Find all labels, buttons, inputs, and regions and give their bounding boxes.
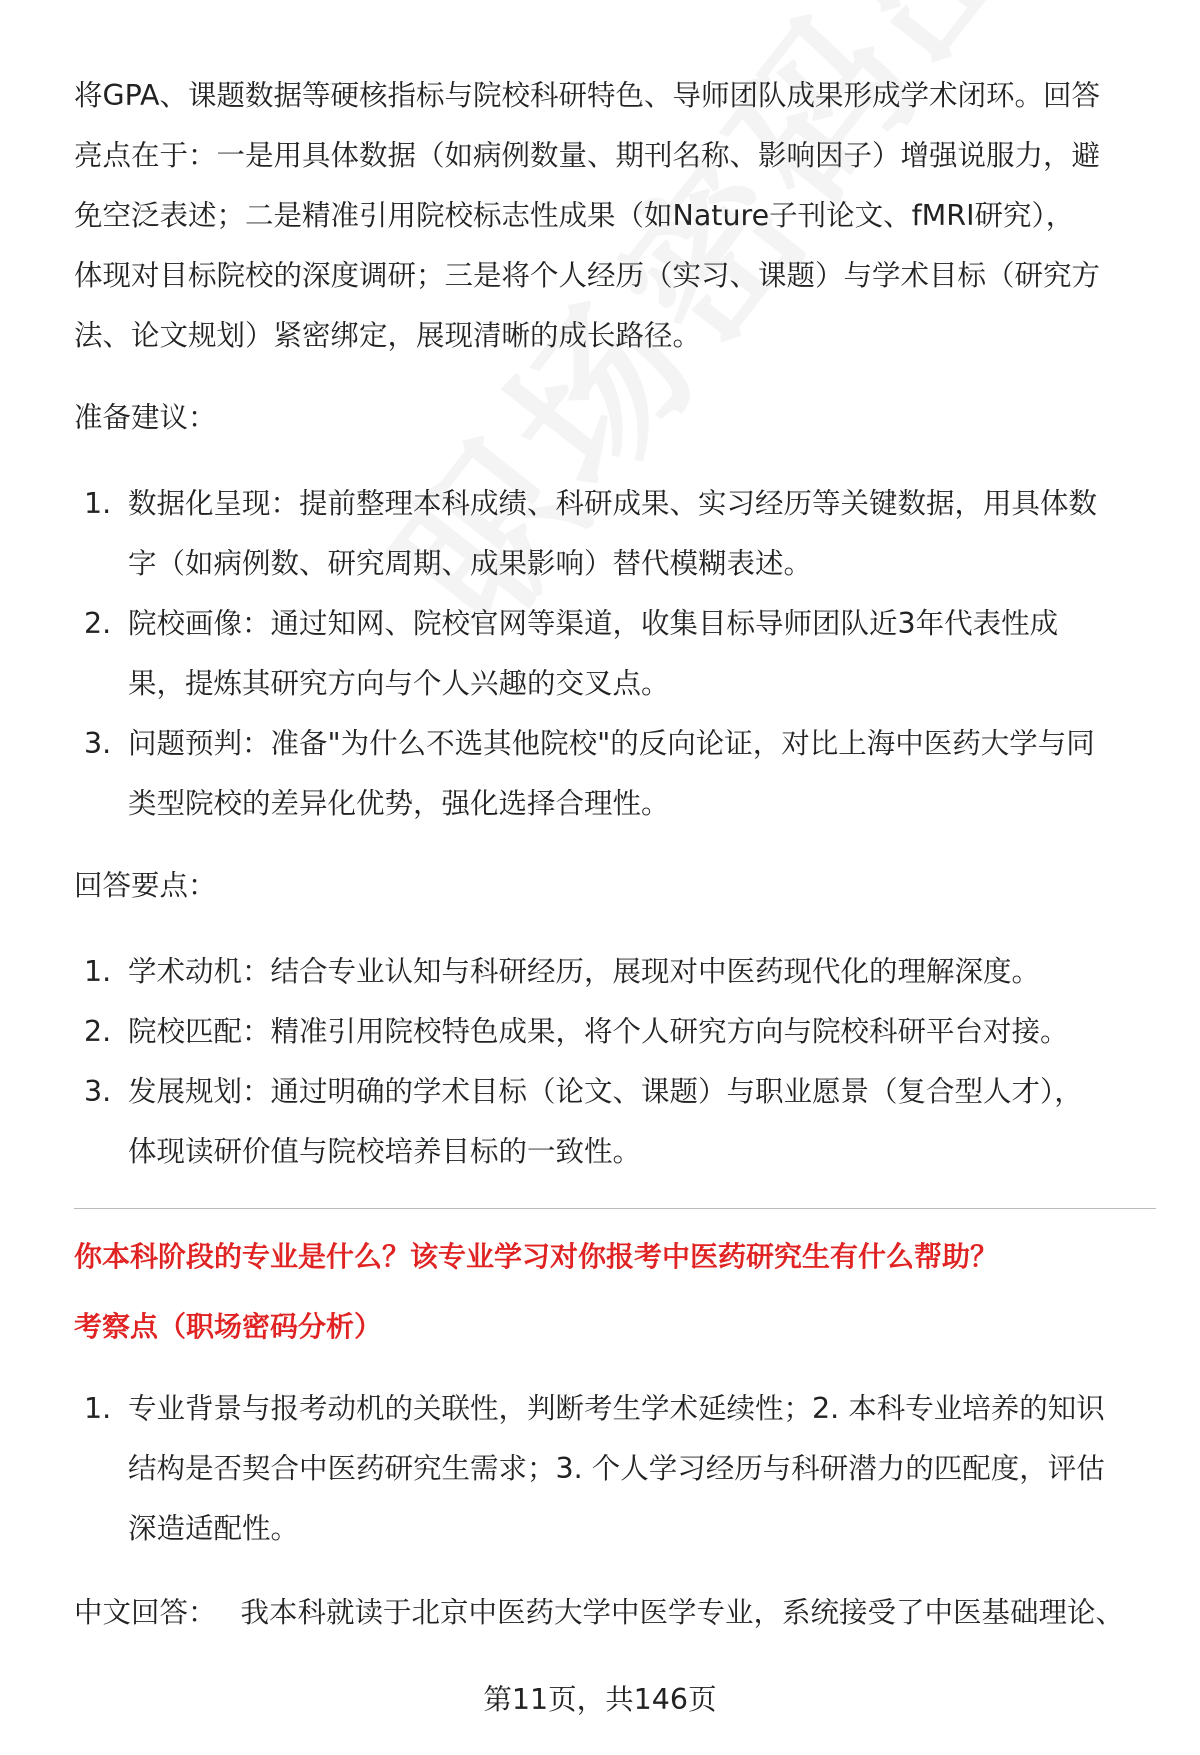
intro-line: 体现对目标院校的深度调研；三是将个人经历（实习、课题）与学术目标（研究方 — [74, 259, 1101, 292]
answer-label: 中文回答： — [74, 1596, 217, 1629]
item-number: 3. — [84, 1075, 112, 1108]
prep-list — [74, 474, 1156, 834]
intro-line: 亮点在于：一是用具体数据（如病例数量、期刊名称、影响因子）增强说服力，避 — [74, 139, 1101, 172]
answer-paragraph — [74, 1583, 1156, 1643]
item-line: 深造适配性。 — [128, 1512, 300, 1545]
answer-text: 我本科就读于北京中医药大学中医学专业，系统接受了中医基础理论、 — [240, 1596, 1125, 1629]
points-heading: 回答要点： — [74, 869, 217, 902]
points-list — [74, 942, 1156, 1182]
item-line: 数据化呈现：提前整理本科成绩、科研成果、实习经历等关键数据，用具体数 — [128, 487, 1098, 520]
list-item — [74, 942, 1156, 1002]
list-item — [74, 474, 1156, 594]
item-line: 问题预判：准备"为什么不选其他院校"的反向论证，对比上海中医药大学与同 — [128, 727, 1095, 760]
intro-paragraph — [74, 66, 1156, 366]
item-line: 学术动机：结合专业认知与科研经历，展现对中医药现代化的理解深度。 — [128, 955, 1041, 988]
section-divider — [74, 1208, 1156, 1209]
item-line: 体现读研价值与院校培养目标的一致性。 — [128, 1135, 642, 1168]
list-item — [74, 714, 1156, 834]
item-number: 2. — [84, 607, 112, 640]
intro-line: 法、论文规划）紧密绑定，展现清晰的成长路径。 — [74, 319, 702, 352]
item-line: 果，提炼其研究方向与个人兴趣的交叉点。 — [128, 667, 670, 700]
page-number: 第11页，共146页 — [483, 1683, 717, 1716]
item-number: 2. — [84, 1015, 112, 1048]
list-item — [74, 1062, 1156, 1182]
item-line: 发展规划：通过明确的学术目标（论文、课题）与职业愿景（复合型人才）， — [128, 1075, 1083, 1108]
intro-line: 将GPA、课题数据等硬核指标与院校科研特色、导师团队成果形成学术闭环。回答 — [74, 79, 1100, 112]
item-number: 1. — [84, 487, 112, 520]
prep-heading: 准备建议： — [74, 401, 217, 434]
exam-points-list — [74, 1379, 1156, 1559]
item-line: 结构是否契合中医药研究生需求；3. 个人学习经历与科研潜力的匹配度，评估 — [128, 1452, 1105, 1485]
item-line: 院校匹配：精准引用院校特色成果，将个人研究方向与院校科研平台对接。 — [128, 1015, 1069, 1048]
list-item — [74, 594, 1156, 714]
item-number: 1. — [84, 1392, 112, 1425]
page-content — [74, 66, 1156, 1643]
list-item — [74, 1002, 1156, 1062]
item-line: 院校画像：通过知网、院校官网等渠道，收集目标导师团队近3年代表性成 — [128, 607, 1059, 640]
item-line: 类型院校的差异化优势，强化选择合理性。 — [128, 787, 670, 820]
list-item — [74, 1379, 1156, 1559]
item-line: 字（如病例数、研究周期、成果影响）替代模糊表述。 — [128, 547, 813, 580]
item-number: 1. — [84, 955, 112, 988]
item-number: 3. — [84, 727, 112, 760]
exam-points-heading: 考察点（职场密码分析） — [74, 1310, 383, 1343]
intro-line: 免空泛表述；二是精准引用院校标志性成果（如Nature子刊论文、fMRI研究）， — [74, 199, 1075, 232]
item-line: 专业背景与报考动机的关联性，判断考生学术延续性；2. 本科专业培养的知识 — [128, 1392, 1105, 1425]
question-heading: 你本科阶段的专业是什么？该专业学习对你报考中医药研究生有什么帮助？ — [74, 1240, 999, 1273]
